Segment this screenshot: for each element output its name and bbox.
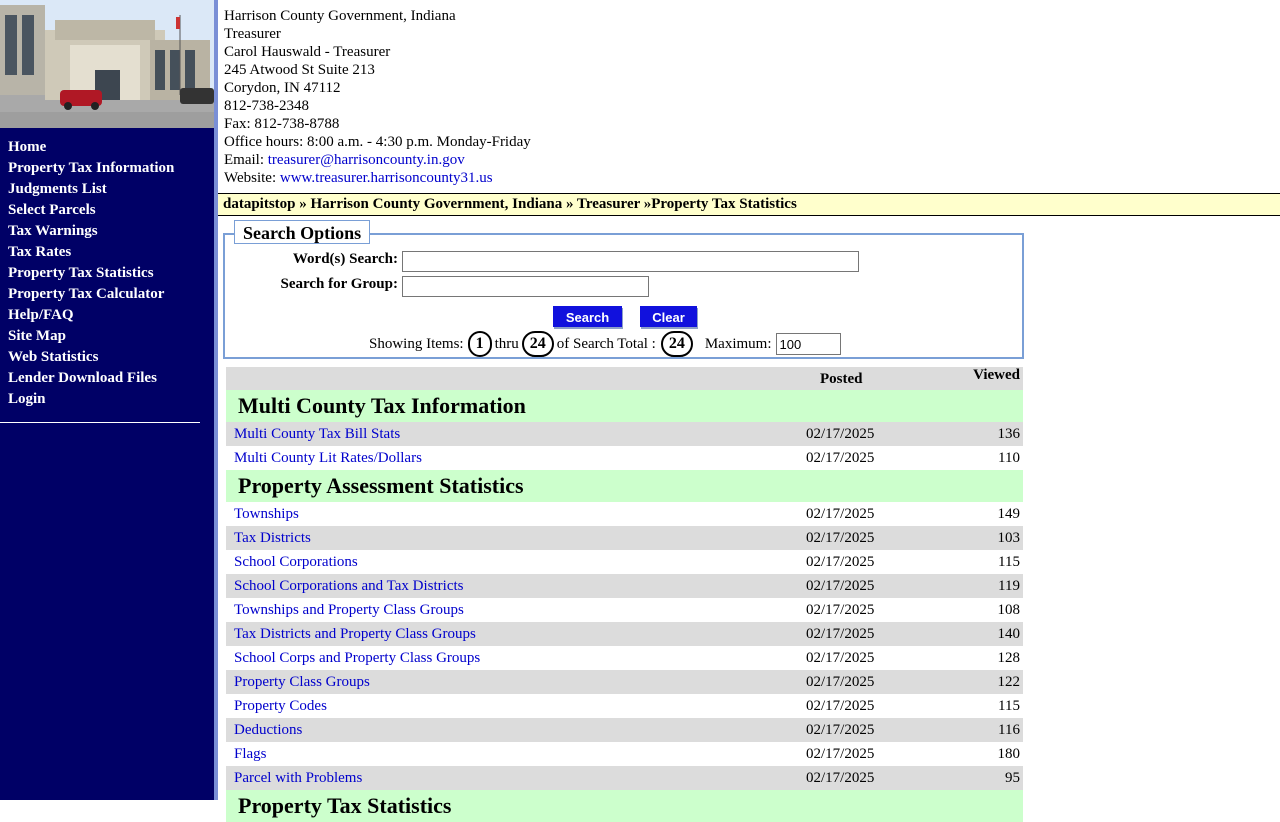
showing-items [369, 331, 841, 357]
office-name: Treasurer [224, 26, 281, 42]
nav-link-tax-warnings[interactable]: Tax Warnings [8, 223, 98, 239]
row-viewed: 115 [998, 554, 1020, 570]
row-posted: 02/17/2025 [806, 626, 875, 642]
treasurer-name: Carol Hauswald - Treasurer [224, 44, 391, 60]
row-posted: 02/17/2025 [806, 722, 875, 738]
table-row [226, 646, 1023, 670]
government-center-image [0, 0, 214, 128]
table-row [226, 766, 1023, 790]
column-header-posted: Posted [820, 371, 863, 387]
row-posted: 02/17/2025 [806, 650, 875, 666]
table-row [226, 670, 1023, 694]
contact-info [224, 7, 531, 187]
nav-link-site-map[interactable]: Site Map [8, 328, 66, 344]
group-title: Multi County Tax Information [238, 393, 526, 418]
row-posted: 02/17/2025 [806, 530, 875, 546]
range-to: 24 [522, 331, 554, 357]
website-line [224, 169, 531, 187]
nav-link-property-tax-calculator[interactable]: Property Tax Calculator [8, 286, 165, 302]
row-posted: 02/17/2025 [806, 674, 875, 690]
group-search-input[interactable] [402, 276, 649, 297]
words-search-input[interactable] [402, 251, 859, 272]
clear-button[interactable]: Clear [640, 306, 697, 327]
table-row [226, 526, 1023, 550]
row-posted: 02/17/2025 [806, 770, 875, 786]
row-link[interactable]: School Corps and Property Class Groups [234, 650, 481, 666]
nav-link-help-faq[interactable]: Help/FAQ [8, 307, 74, 323]
nav-link-web-statistics[interactable]: Web Statistics [8, 349, 99, 365]
nav-item-site-map [8, 326, 174, 347]
row-viewed: 115 [998, 698, 1020, 714]
row-viewed: 108 [997, 602, 1020, 618]
table-row [226, 422, 1023, 446]
sidebar-border [214, 0, 218, 800]
maximum-input[interactable] [776, 333, 841, 355]
range-from: 1 [468, 331, 492, 357]
building-photo [0, 0, 214, 128]
total-label: of Search Total : [556, 335, 656, 352]
nav-item-property-tax-calculator [8, 284, 174, 305]
nav-link-property-tax-statistics[interactable]: Property Tax Statistics [8, 265, 154, 281]
org-name: Harrison County Government, Indiana [224, 8, 456, 24]
row-viewed: 149 [997, 506, 1020, 522]
nav-link-judgments-list[interactable]: Judgments List [8, 181, 107, 197]
row-viewed: 128 [997, 650, 1020, 666]
row-viewed: 110 [998, 450, 1020, 466]
row-link[interactable]: Property Codes [234, 698, 327, 714]
row-link[interactable]: Townships [234, 506, 299, 522]
nav-item-property-tax-information [8, 158, 174, 179]
nav-link-tax-rates[interactable]: Tax Rates [8, 244, 72, 260]
group-title: Property Tax Statistics [238, 793, 452, 818]
table-row [226, 718, 1023, 742]
row-viewed: 180 [997, 746, 1020, 762]
office-hours: Office hours: 8:00 a.m. - 4:30 p.m. Monday-Friday [224, 134, 531, 150]
row-link[interactable]: Multi County Tax Bill Stats [234, 426, 401, 442]
table-row [226, 694, 1023, 718]
search-options-legend: Search Options [234, 220, 370, 244]
email-line [224, 151, 531, 169]
table-row [226, 742, 1023, 766]
row-link[interactable]: Tax Districts [234, 530, 311, 546]
row-link[interactable]: Parcel with Problems [234, 770, 363, 786]
column-header-viewed: Viewed [973, 367, 1020, 383]
nav-item-lender-download-files [8, 368, 174, 389]
nav-item-select-parcels [8, 200, 174, 221]
address-line-1: 245 Atwood St Suite 213 [224, 62, 375, 78]
row-posted: 02/17/2025 [806, 450, 875, 466]
table-header [226, 367, 1023, 390]
row-link[interactable]: Multi County Lit Rates/Dollars [234, 450, 422, 466]
sidebar [0, 0, 214, 800]
maximum-label: Maximum: [704, 335, 772, 352]
nav-divider [0, 422, 200, 423]
row-viewed: 95 [1005, 770, 1020, 786]
table-row [226, 574, 1023, 598]
breadcrumb-text: datapitstop » Harrison County Government, Indiana » Treasurer »Property Tax Statistics [223, 196, 797, 212]
search-button[interactable]: Search [553, 306, 622, 327]
main-nav [8, 137, 174, 410]
nav-item-home [8, 137, 174, 158]
table-row [226, 446, 1023, 470]
row-viewed: 103 [997, 530, 1020, 546]
results-table [226, 367, 1023, 822]
group-search-label: Search for Group: [280, 276, 398, 292]
fax: Fax: 812-738-8788 [224, 116, 340, 132]
row-posted: 02/17/2025 [806, 698, 875, 714]
row-posted: 02/17/2025 [806, 578, 875, 594]
row-link[interactable]: Townships and Property Class Groups [234, 602, 464, 618]
row-posted: 02/17/2025 [806, 746, 875, 762]
row-link[interactable]: Deductions [234, 722, 303, 738]
row-link[interactable]: School Corporations and Tax Districts [234, 578, 464, 594]
row-link[interactable]: School Corporations [234, 554, 358, 570]
table-row [226, 622, 1023, 646]
website-label: Website: [224, 170, 280, 186]
row-posted: 02/17/2025 [806, 554, 875, 570]
nav-item-web-statistics [8, 347, 174, 368]
row-posted: 02/17/2025 [806, 602, 875, 618]
nav-item-tax-rates [8, 242, 174, 263]
row-viewed: 140 [997, 626, 1020, 642]
row-viewed: 136 [997, 426, 1020, 442]
nav-item-judgments-list [8, 179, 174, 200]
nav-link-select-parcels[interactable]: Select Parcels [8, 202, 96, 218]
group-header [226, 390, 1023, 422]
nav-link-home[interactable]: Home [8, 139, 47, 155]
address-line-2: Corydon, IN 47112 [224, 80, 341, 96]
table-row [226, 598, 1023, 622]
search-total: 24 [661, 331, 693, 357]
showing-label: Showing Items: [369, 335, 464, 352]
nav-item-tax-warnings [8, 221, 174, 242]
group-title: Property Assessment Statistics [238, 473, 524, 498]
words-search-label: Word(s) Search: [292, 251, 398, 267]
row-posted: 02/17/2025 [806, 506, 875, 522]
row-link[interactable]: Tax Districts and Property Class Groups [234, 626, 476, 642]
table-row [226, 502, 1023, 526]
email-label: Email: [224, 152, 268, 168]
nav-link-property-tax-information[interactable]: Property Tax Information [8, 160, 175, 176]
nav-item-property-tax-statistics [8, 263, 174, 284]
nav-item-help-faq [8, 305, 174, 326]
row-viewed: 116 [998, 722, 1020, 738]
row-link[interactable]: Flags [234, 746, 267, 762]
email-link[interactable]: treasurer@harrisoncounty.in.gov [267, 152, 465, 168]
breadcrumb [218, 193, 1280, 216]
website-link[interactable]: www.treasurer.harrisoncounty31.us [279, 170, 493, 186]
group-header [226, 790, 1023, 822]
row-link[interactable]: Property Class Groups [234, 674, 370, 690]
nav-link-lender-download-files[interactable]: Lender Download Files [8, 370, 157, 386]
phone: 812-738-2348 [224, 98, 309, 114]
row-viewed: 119 [998, 578, 1020, 594]
nav-item-login [8, 389, 174, 410]
table-row [226, 550, 1023, 574]
group-header [226, 470, 1023, 502]
row-viewed: 122 [997, 674, 1020, 690]
nav-link-login[interactable]: Login [8, 391, 46, 407]
thru-label: thru [494, 335, 519, 352]
row-posted: 02/17/2025 [806, 426, 875, 442]
